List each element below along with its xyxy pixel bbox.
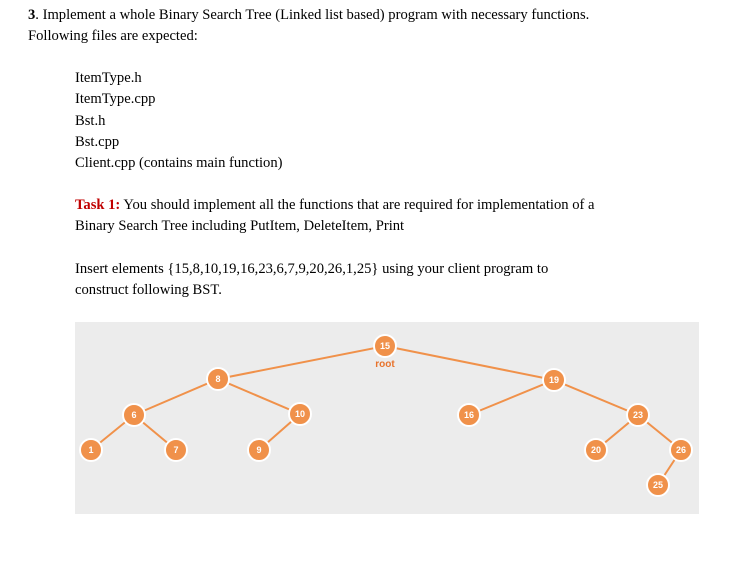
tree-edge-15-19 <box>385 346 554 380</box>
files-intro: Following files are expected: <box>28 28 198 44</box>
tree-node-label: 1 <box>88 445 94 455</box>
tree-node-label: 16 <box>463 410 475 420</box>
insert-line2: construct following BST. <box>75 282 222 298</box>
insert-line1: Insert elements {15,8,10,19,16,23,6,7,9,20,26,1,25} using your client program to <box>75 261 549 277</box>
file-item: Client.cpp (contains main function) <box>75 155 283 171</box>
tree-node-23 <box>627 404 649 426</box>
tree-node-1 <box>80 439 102 461</box>
tree-node-7 <box>165 439 187 461</box>
tree-node-label: 6 <box>131 410 137 420</box>
tree-node-10 <box>289 403 311 425</box>
file-item: Bst.cpp <box>75 134 120 150</box>
tree-node-6 <box>123 404 145 426</box>
tree-edge-15-8 <box>218 346 385 379</box>
tree-node-label: 9 <box>256 445 262 455</box>
task1-line2: Binary Search Tree including PutItem, DeleteItem, Print <box>75 218 405 234</box>
tree-node-label: 7 <box>173 445 179 455</box>
tree-node-26 <box>670 439 692 461</box>
tree-node-label: 20 <box>590 445 602 455</box>
task1-text: You should implement all the functions that are required for implementation of a <box>120 197 595 213</box>
tree-node-25 <box>647 474 669 496</box>
tree-node-9 <box>248 439 270 461</box>
tree-node-label: 26 <box>675 445 687 455</box>
tree-edge-8-10 <box>218 379 300 414</box>
bst-diagram <box>75 322 699 514</box>
question-number: 3 <box>28 7 36 23</box>
tree-node-label: 23 <box>632 410 644 420</box>
tree-edge-8-6 <box>134 379 218 415</box>
tree-node-19 <box>543 369 565 391</box>
root-label: root <box>375 359 395 370</box>
tree-edge-19-16 <box>469 380 554 415</box>
tree-node-label: 10 <box>294 409 306 419</box>
task1-label: Task 1: <box>75 197 121 213</box>
tree-node-15 <box>374 335 396 357</box>
question-title <box>28 6 589 24</box>
bst-svg <box>75 322 699 514</box>
task1-line1 <box>75 196 595 214</box>
question-title-text: . Implement a whole Binary Search Tree (Linked list based) program with necessary functions. <box>35 7 590 23</box>
tree-node-16 <box>458 404 480 426</box>
tree-node-8 <box>207 368 229 390</box>
file-item: Bst.h <box>75 113 106 129</box>
file-item: ItemType.h <box>75 70 142 86</box>
tree-node-20 <box>585 439 607 461</box>
tree-node-label: 15 <box>379 341 391 351</box>
tree-node-label: 8 <box>215 374 221 384</box>
tree-node-label: 25 <box>652 480 664 490</box>
tree-node-label: 19 <box>548 375 560 385</box>
file-item: ItemType.cpp <box>75 91 156 107</box>
tree-edge-19-23 <box>554 380 638 415</box>
